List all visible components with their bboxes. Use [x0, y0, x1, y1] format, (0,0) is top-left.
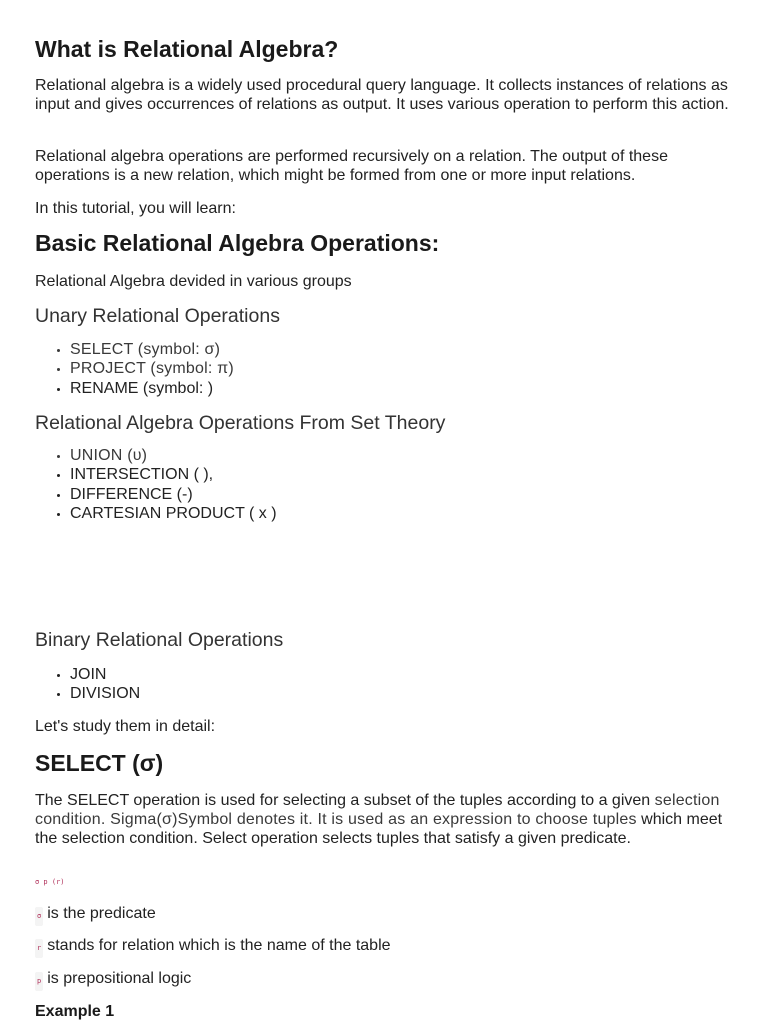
select-formula: σ p (r): [35, 878, 65, 886]
list-item-rename: • RENAME (symbol: ): [70, 379, 234, 398]
select-paragraph-line-b: selection condition. Sigma(σ)Symbol denotes it. It is used as an expression to choose tuples: [35, 792, 720, 828]
set-theory-list: [35, 446, 277, 524]
page-title: What is Relational Algebra?: [35, 36, 339, 62]
intro-paragraph-3: In this tutorial, you will learn:: [35, 200, 236, 217]
subheading-set-theory: Relational Algebra Operations From Set Theory: [35, 412, 446, 434]
section-heading-basic-operations: Basic Relational Algebra Operations:: [35, 230, 440, 256]
intro-paragraph-2: Relational algebra operations are performed recursively on a relation. The output of these operations is a new relation, which might be formed from one or more input relations.: [35, 148, 668, 184]
subheading-unary: Unary Relational Operations: [35, 305, 280, 327]
select-paragraph-line-c: which meet the selection condition. Select operation selects tuples that satisfy a given predicate.: [35, 811, 723, 847]
basic-description: Relational Algebra devided in various groups: [35, 273, 352, 290]
section-heading-select: SELECT (σ): [35, 750, 164, 776]
example-heading: Example 1: [35, 1003, 115, 1020]
definition-logic: [35, 969, 733, 991]
definition-relation: [35, 936, 733, 958]
definition-predicate: [35, 904, 733, 926]
list-item-join: • JOIN: [70, 665, 140, 684]
definition-text: is the predicate: [47, 905, 156, 922]
binary-list: [35, 665, 140, 704]
p-symbol: p: [35, 972, 43, 991]
select-paragraph-line-a: The SELECT operation is used for selecting a subset of the tuples according to a given: [35, 792, 651, 809]
definition-text: stands for relation which is the name of the table: [47, 937, 391, 954]
intro-paragraph-1: Relational algebra is a widely used procedural query language. It collects instances of relations as input and gives occurrences of relations as output. It uses various operation to perform this action.: [35, 77, 729, 113]
unary-list: [35, 340, 234, 398]
select-paragraph: [35, 791, 733, 848]
r-symbol: r: [35, 939, 43, 958]
list-item-union[interactable]: • UNION (υ): [70, 446, 277, 465]
definition-text: is prepositional logic: [47, 970, 192, 987]
list-item-project[interactable]: • PROJECT (symbol: π): [70, 359, 234, 378]
study-paragraph: Let's study them in detail:: [35, 718, 216, 735]
list-item-intersection: • INTERSECTION ( ),: [70, 465, 277, 484]
list-item-cartesian-product: • CARTESIAN PRODUCT ( x ): [70, 504, 277, 523]
subheading-binary: Binary Relational Operations: [35, 629, 284, 651]
list-item-select[interactable]: • SELECT (symbol: σ): [70, 340, 234, 359]
sigma-symbol: σ: [35, 907, 43, 926]
list-item-difference: • DIFFERENCE (-): [70, 485, 277, 504]
list-item-division: • DIVISION: [70, 684, 140, 703]
